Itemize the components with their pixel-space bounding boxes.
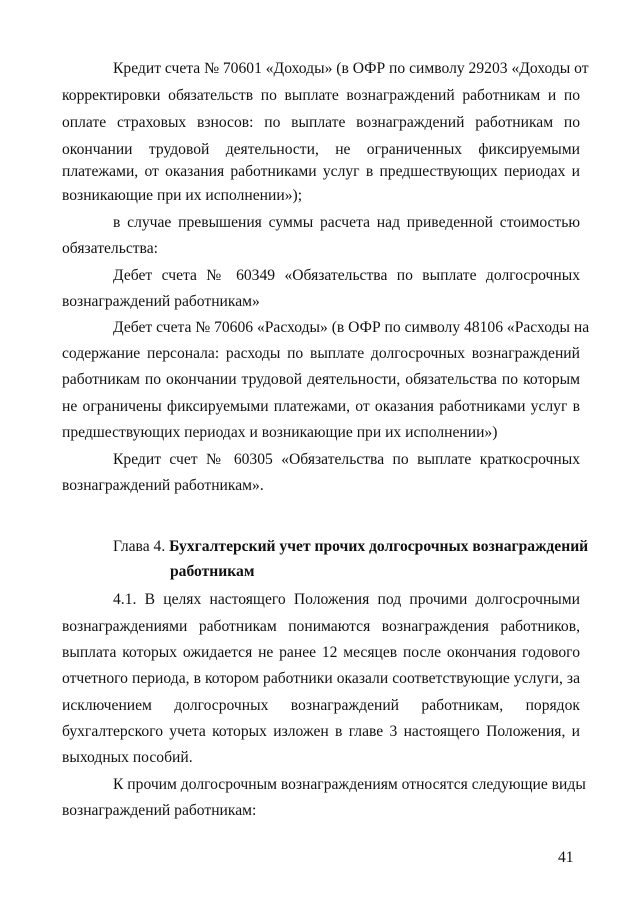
text-line: 4.1. В целях настоящего Положения под прочими долгосрочными xyxy=(113,591,580,608)
text-line: выходных пособий. xyxy=(62,749,193,766)
text-line: не ограничены фиксируемыми платежами, от оказания работниками услуг в xyxy=(62,398,580,415)
text-line: К прочим долгосрочным вознаграждениям относятся следующие виды xyxy=(113,776,586,793)
page-number: 41 xyxy=(558,849,574,866)
chapter-title-cont: работникам xyxy=(170,563,255,580)
text-line: вознаграждений работникам». xyxy=(62,477,264,494)
text-line: Дебет счета № 60349 «Обязательства по выплате долгосрочных xyxy=(113,267,580,284)
chapter-heading xyxy=(113,537,589,557)
text-line: вознаграждений работникам: xyxy=(62,802,257,819)
text-line: отчетного периода, в котором работники оказали соответствующие услуги, за xyxy=(62,670,580,687)
text-line: вознаграждений работникам» xyxy=(62,293,260,310)
text-line: бухгалтерского учета которых изложен в главе 3 настоящего Положения, и xyxy=(62,723,580,740)
text-line: в случае превышения суммы расчета над приведенной стоимостью xyxy=(113,214,580,231)
chapter-number: Глава 4. xyxy=(113,538,166,555)
text-line: предшествующих периодах и возникающие при их исполнении») xyxy=(62,424,498,441)
text-line: Кредит счета № 70601 «Доходы» (в ОФР по символу 29203 «Доходы от xyxy=(113,60,589,77)
text-line: окончании трудовой деятельности, не ограниченных фиксируемыми xyxy=(62,141,580,158)
text-line: платежами, от оказания работниками услуг в предшествующих периодах и xyxy=(62,163,580,180)
text-line: обязательства: xyxy=(62,240,158,257)
text-line: возникающие при их исполнении»); xyxy=(62,187,303,204)
text-line: оплате страховых взносов: по выплате вознаграждений работникам по xyxy=(62,114,580,131)
chapter-title: Бухгалтерский учет прочих долгосрочных вознаграждений xyxy=(169,538,589,555)
text-line: Дебет счета № 70606 «Расходы» (в ОФР по символу 48106 «Расходы на xyxy=(113,319,590,336)
text-line: корректировки обязательств по выплате вознаграждений работникам и по xyxy=(62,87,580,104)
text-line: содержание персонала: расходы по выплате долгосрочных вознаграждений xyxy=(62,345,580,362)
text-line: исключением долгосрочных вознаграждений работникам, порядок xyxy=(62,697,580,714)
text-line: вознаграждениями работникам понимаются вознаграждения работников, xyxy=(62,618,580,635)
text-line: работникам по окончании трудовой деятельности, обязательства по которым xyxy=(62,371,580,388)
text-line: Кредит счет № 60305 «Обязательства по выплате краткосрочных xyxy=(113,451,580,468)
text-line: выплата которых ожидается не ранее 12 месяцев после окончания годового xyxy=(62,644,580,661)
